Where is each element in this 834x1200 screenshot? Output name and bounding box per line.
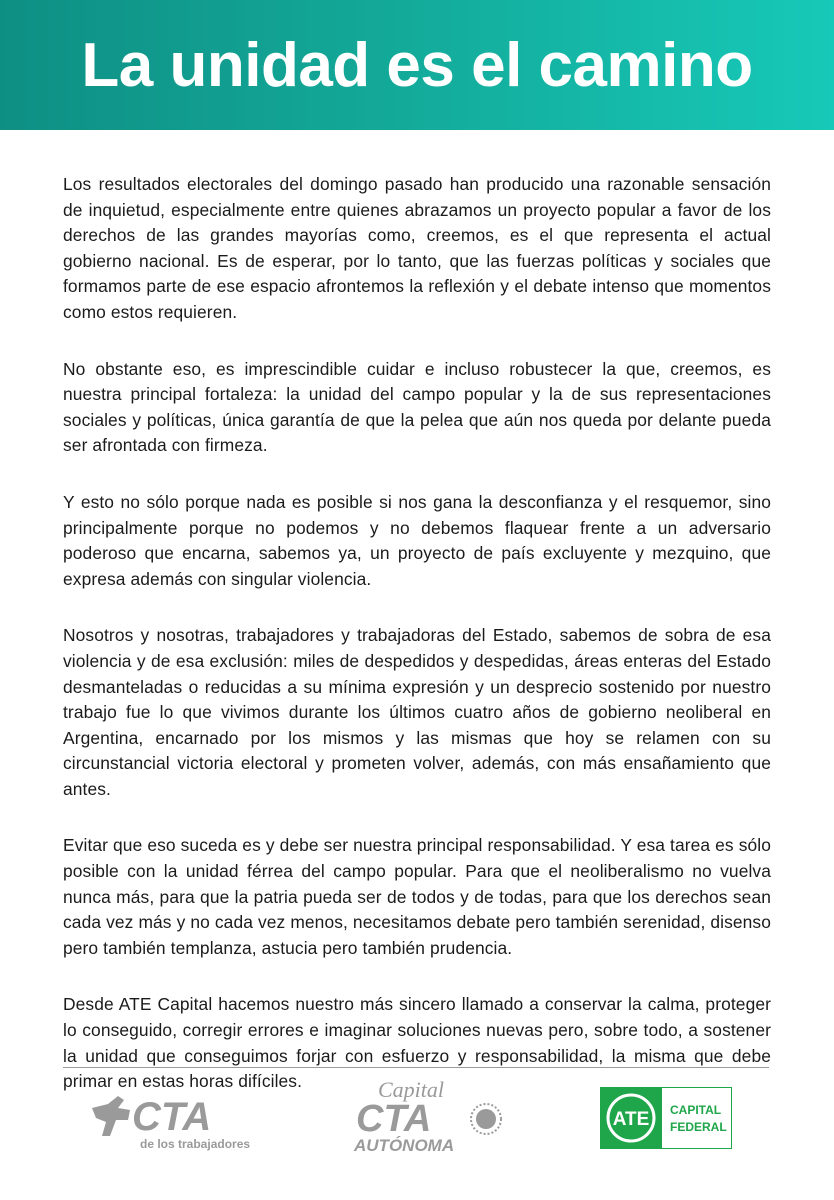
sun-icon [471,1104,501,1134]
cta-autonoma-logo [350,1075,510,1155]
paragraph-4: Nosotros y nosotras, trabajadores y trabajadoras del Estado, sabemos de sobra de esa violencia y de esa exclusión: miles de despedidos y despedidas, áreas enteras del Estado desmanteladas o reducidas a su mínima expresión y un desprecio sostenido por nuestro trabajo fue lo que vivimos durante los últimos cuatro años de gobierno neoliberal en Argentina, encarnado por los mismos y las mismas que hoy se relamen con su circunstancial victoria electoral y prometen volver, además, con más ensañamiento que antes. [63,625,771,799]
ate-capital-federal-logo [600,1087,732,1149]
cta-logo-text: CTA [132,1095,212,1139]
statement-body [63,172,771,1126]
cta-trabajadores-logo [88,1090,258,1152]
paragraph-3: Y esto no sólo porque nada es posible si nos gana la desconfianza y el resquemor, sino principalmente porque no podemos y no debemos flaquear frente a un adversario poderoso que encarna, sabemos ya, un proyecto de país excluyente y mezquino, que expresa además con singular violencia. [63,491,771,589]
paragraph-1: Los resultados electorales del domingo pasado han producido una razonable sensación de inquietud, especialmente entre quienes abrazamos un proyecto popular a favor de los derechos de las grandes mayorías como, creemos, es el que representa el actual gobierno nacional. Es de esperar, por lo tanto, que las fuerzas políticas y sociales que formamos parte de ese espacio afrontemos la reflexión y el debate intenso que momentos como estos requieren. [63,174,771,322]
footer-divider [63,1067,769,1068]
worker-figure-icon [92,1096,130,1136]
paragraph-6: Desde ATE Capital hacemos nuestro más sincero llamado a conservar la calma, proteger lo conseguido, corregir errores e imaginar soluciones nuevas pero, sobre todo, a sostener la unidad que conseguimos forjar con esfuerzo y responsabilidad, la misma que debe primar en estas horas difíciles. [63,994,771,1092]
ate-line2-text: FEDERAL [670,1120,727,1134]
paragraph-5: Evitar que eso suceda es y debe ser nuestra principal responsabilidad. Y esa tarea es sólo posible con la unidad férrea del campo popular. Para que el neoliberalismo no vuelva nunca más, para que la patria pueda ser de todos y de todas, para que los derechos sean cada vez más y no cada vez menos, necesitamos debate pero también serenidad, disenso pero también templanza, astucia pero también prudencia. [63,835,771,958]
cta-autonoma-bottom-text: AUTÓNOMA [354,1136,455,1155]
title-banner [0,0,834,130]
cta-autonoma-main-text: CTA [356,1098,432,1140]
cta-autonoma-capital-text: Capital [378,1077,445,1102]
ate-mark-text: ATE [612,1109,650,1130]
page-title: La unidad es el camino [81,30,753,100]
cta-logo-subtitle: de los trabajadores [140,1137,251,1151]
ate-line1-text: CAPITAL [670,1103,722,1117]
paragraph-2: No obstante eso, es imprescindible cuidar e incluso robustecer la que, creemos, es nuestra principal fortaleza: la unidad del campo popular y la de sus representaciones sociales y políticas, única garantía de que la pelea que aún nos queda por delante pueda ser afrontada con firmeza. [63,358,771,456]
